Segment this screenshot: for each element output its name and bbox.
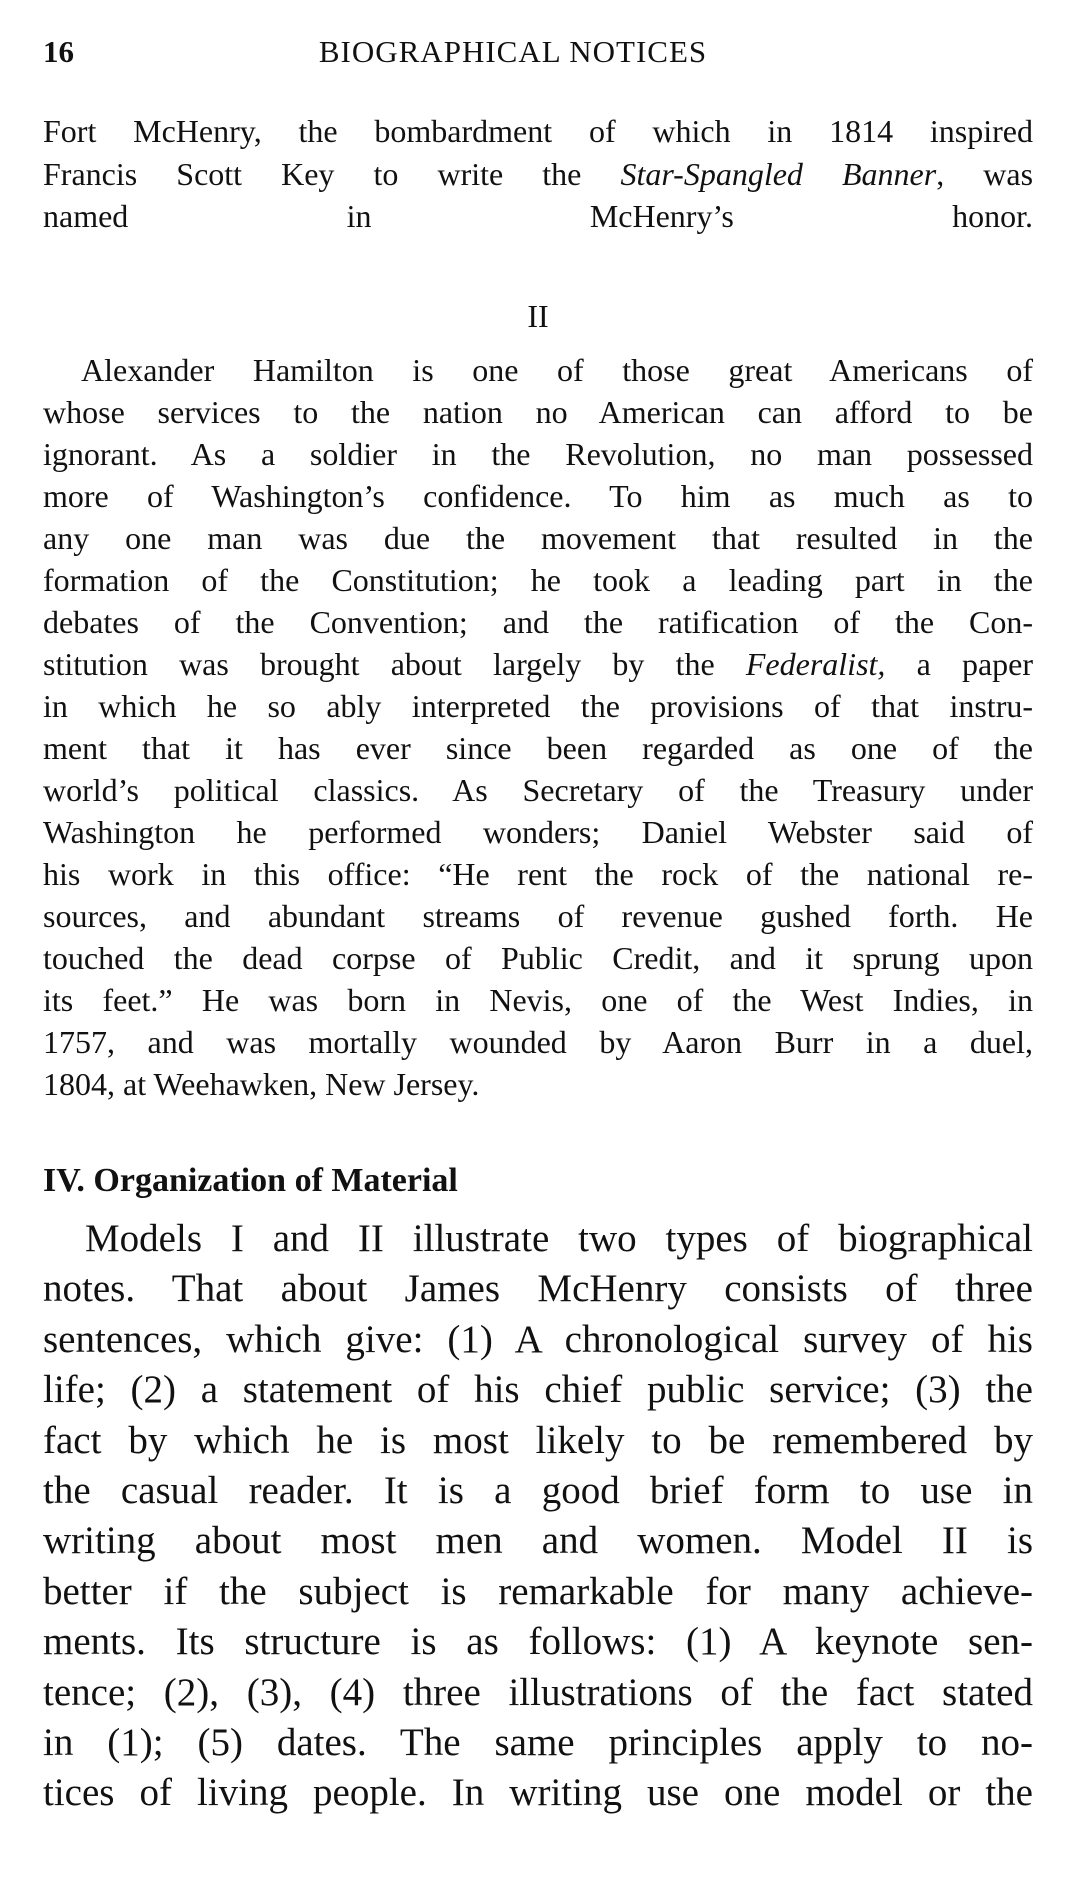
paragraph-hamilton: [43, 349, 1033, 1105]
text-line: [43, 895, 1033, 937]
text-line: [43, 979, 1033, 1021]
text-line: [43, 1315, 1033, 1365]
text-segment: sources, and abundant streams of revenue gushed forth. He: [43, 898, 1033, 934]
text-line: [43, 643, 1033, 685]
text-segment: any one man was due the movement that resulted in the: [43, 520, 1033, 556]
text-segment: 1757, and was mortally wounded by Aaron Burr in a duel,: [43, 1024, 1033, 1060]
section-number: II: [527, 298, 549, 334]
text-segment: tence; (2), (3), (4) three illustrations of the fact stated: [43, 1670, 1033, 1714]
running-title: BIOGRAPHICAL NOTICES: [318, 34, 708, 69]
text-line: [43, 559, 1033, 601]
text-line: [43, 1617, 1033, 1667]
text-line: [43, 110, 1033, 153]
text-line: [43, 811, 1033, 853]
text-segment: ments. Its structure is as follows: (1) A keynote sen-: [43, 1620, 1033, 1664]
text-line: [43, 475, 1033, 517]
text-segment: touched the dead corpse of Public Credit, and it sprung upon: [43, 940, 1033, 976]
text-segment: world’s political classics. As Secretary of the Treasury under: [43, 772, 1033, 808]
text-line: [43, 769, 1033, 811]
text-segment: better if the subject is remarkable for many achieve-: [43, 1569, 1033, 1613]
text-segment: Fort McHenry, the bombardment of which in 1814 inspired: [43, 113, 1033, 149]
text-segment: Francis Scott Key to write the: [43, 155, 621, 192]
text-line: [43, 517, 1033, 559]
paragraph-organization: [43, 1214, 1033, 1819]
text-segment: notes. That about James McHenry consists of three: [43, 1267, 1033, 1311]
text-line: [43, 1718, 1033, 1768]
text-segment: stitution was brought about largely by the: [43, 646, 746, 682]
text-line: [43, 1365, 1033, 1415]
text-segment: his work in this office: “He rent the rock of the national re-: [43, 856, 1033, 892]
italic-title: Star-Spangled Banner: [620, 155, 937, 192]
italic-title: Federalist,: [745, 646, 886, 682]
text-line: [43, 1466, 1033, 1516]
page-header: [43, 35, 1033, 69]
text-segment: debates of the Convention; and the ratification of the Con-: [43, 604, 1033, 640]
text-line: [43, 433, 1033, 475]
text-segment: named in McHenry’s honor.: [43, 198, 1033, 234]
text-line: [43, 1021, 1033, 1063]
section-heading: IV. Organization of Material: [43, 1162, 458, 1199]
text-line: [43, 1768, 1033, 1818]
text-line: [43, 727, 1033, 769]
text-segment: whose services to the nation no American can afford to be: [43, 394, 1033, 430]
text-line: [43, 685, 1033, 727]
text-line: [43, 853, 1033, 895]
paragraph-fort-mchenry: [43, 110, 1033, 238]
text-segment: , was: [936, 155, 1034, 192]
text-line: [43, 153, 1033, 196]
text-segment: ment that it has ever since been regarded as one of the: [43, 730, 1033, 766]
text-segment: Washington he performed wonders; Daniel Webster said of: [43, 814, 1033, 850]
text-line: [43, 349, 1033, 391]
text-segment: the casual reader. It is a good brief form to use in: [43, 1468, 1033, 1512]
text-line: [43, 391, 1033, 433]
text-segment: life; (2) a statement of his chief public service; (3) the: [43, 1368, 1033, 1412]
text-segment: a paper: [885, 646, 1034, 682]
text-line: [43, 1668, 1033, 1718]
text-segment: tices of living people. In writing use one model or the: [43, 1771, 1033, 1815]
text-segment: in which he so ably interpreted the provisions of that instru-: [43, 688, 1033, 724]
text-line: [43, 1416, 1033, 1466]
text-line: [43, 1214, 1033, 1264]
text-segment: Alexander Hamilton is one of those great Americans of: [81, 352, 1033, 388]
text-line: [43, 1516, 1033, 1566]
text-segment: more of Washington’s confidence. To him as much as to: [43, 478, 1033, 514]
text-line: [43, 1264, 1033, 1314]
text-segment: 1804, at Weehawken, New Jersey.: [43, 1066, 480, 1102]
text-line: [43, 195, 1033, 238]
text-segment: sentences, which give: (1) A chronological survey of his: [43, 1317, 1033, 1361]
text-segment: formation of the Constitution; he took a leading part in the: [43, 562, 1033, 598]
text-segment: ignorant. As a soldier in the Revolution, no man possessed: [43, 436, 1033, 472]
text-segment: Models I and II illustrate two types of biographical: [85, 1217, 1033, 1260]
text-line: [43, 1567, 1033, 1617]
text-segment: writing about most men and women. Model II is: [43, 1519, 1033, 1563]
text-segment: its feet.” He was born in Nevis, one of the West Indies, in: [43, 982, 1033, 1018]
text-line: [43, 601, 1033, 643]
text-segment: fact by which he is most likely to be remembered by: [43, 1418, 1033, 1462]
text-segment: in (1); (5) dates. The same principles apply to no-: [43, 1720, 1033, 1764]
page-number: 16: [43, 34, 74, 69]
text-line: [43, 937, 1033, 979]
text-line: [43, 1063, 1033, 1105]
